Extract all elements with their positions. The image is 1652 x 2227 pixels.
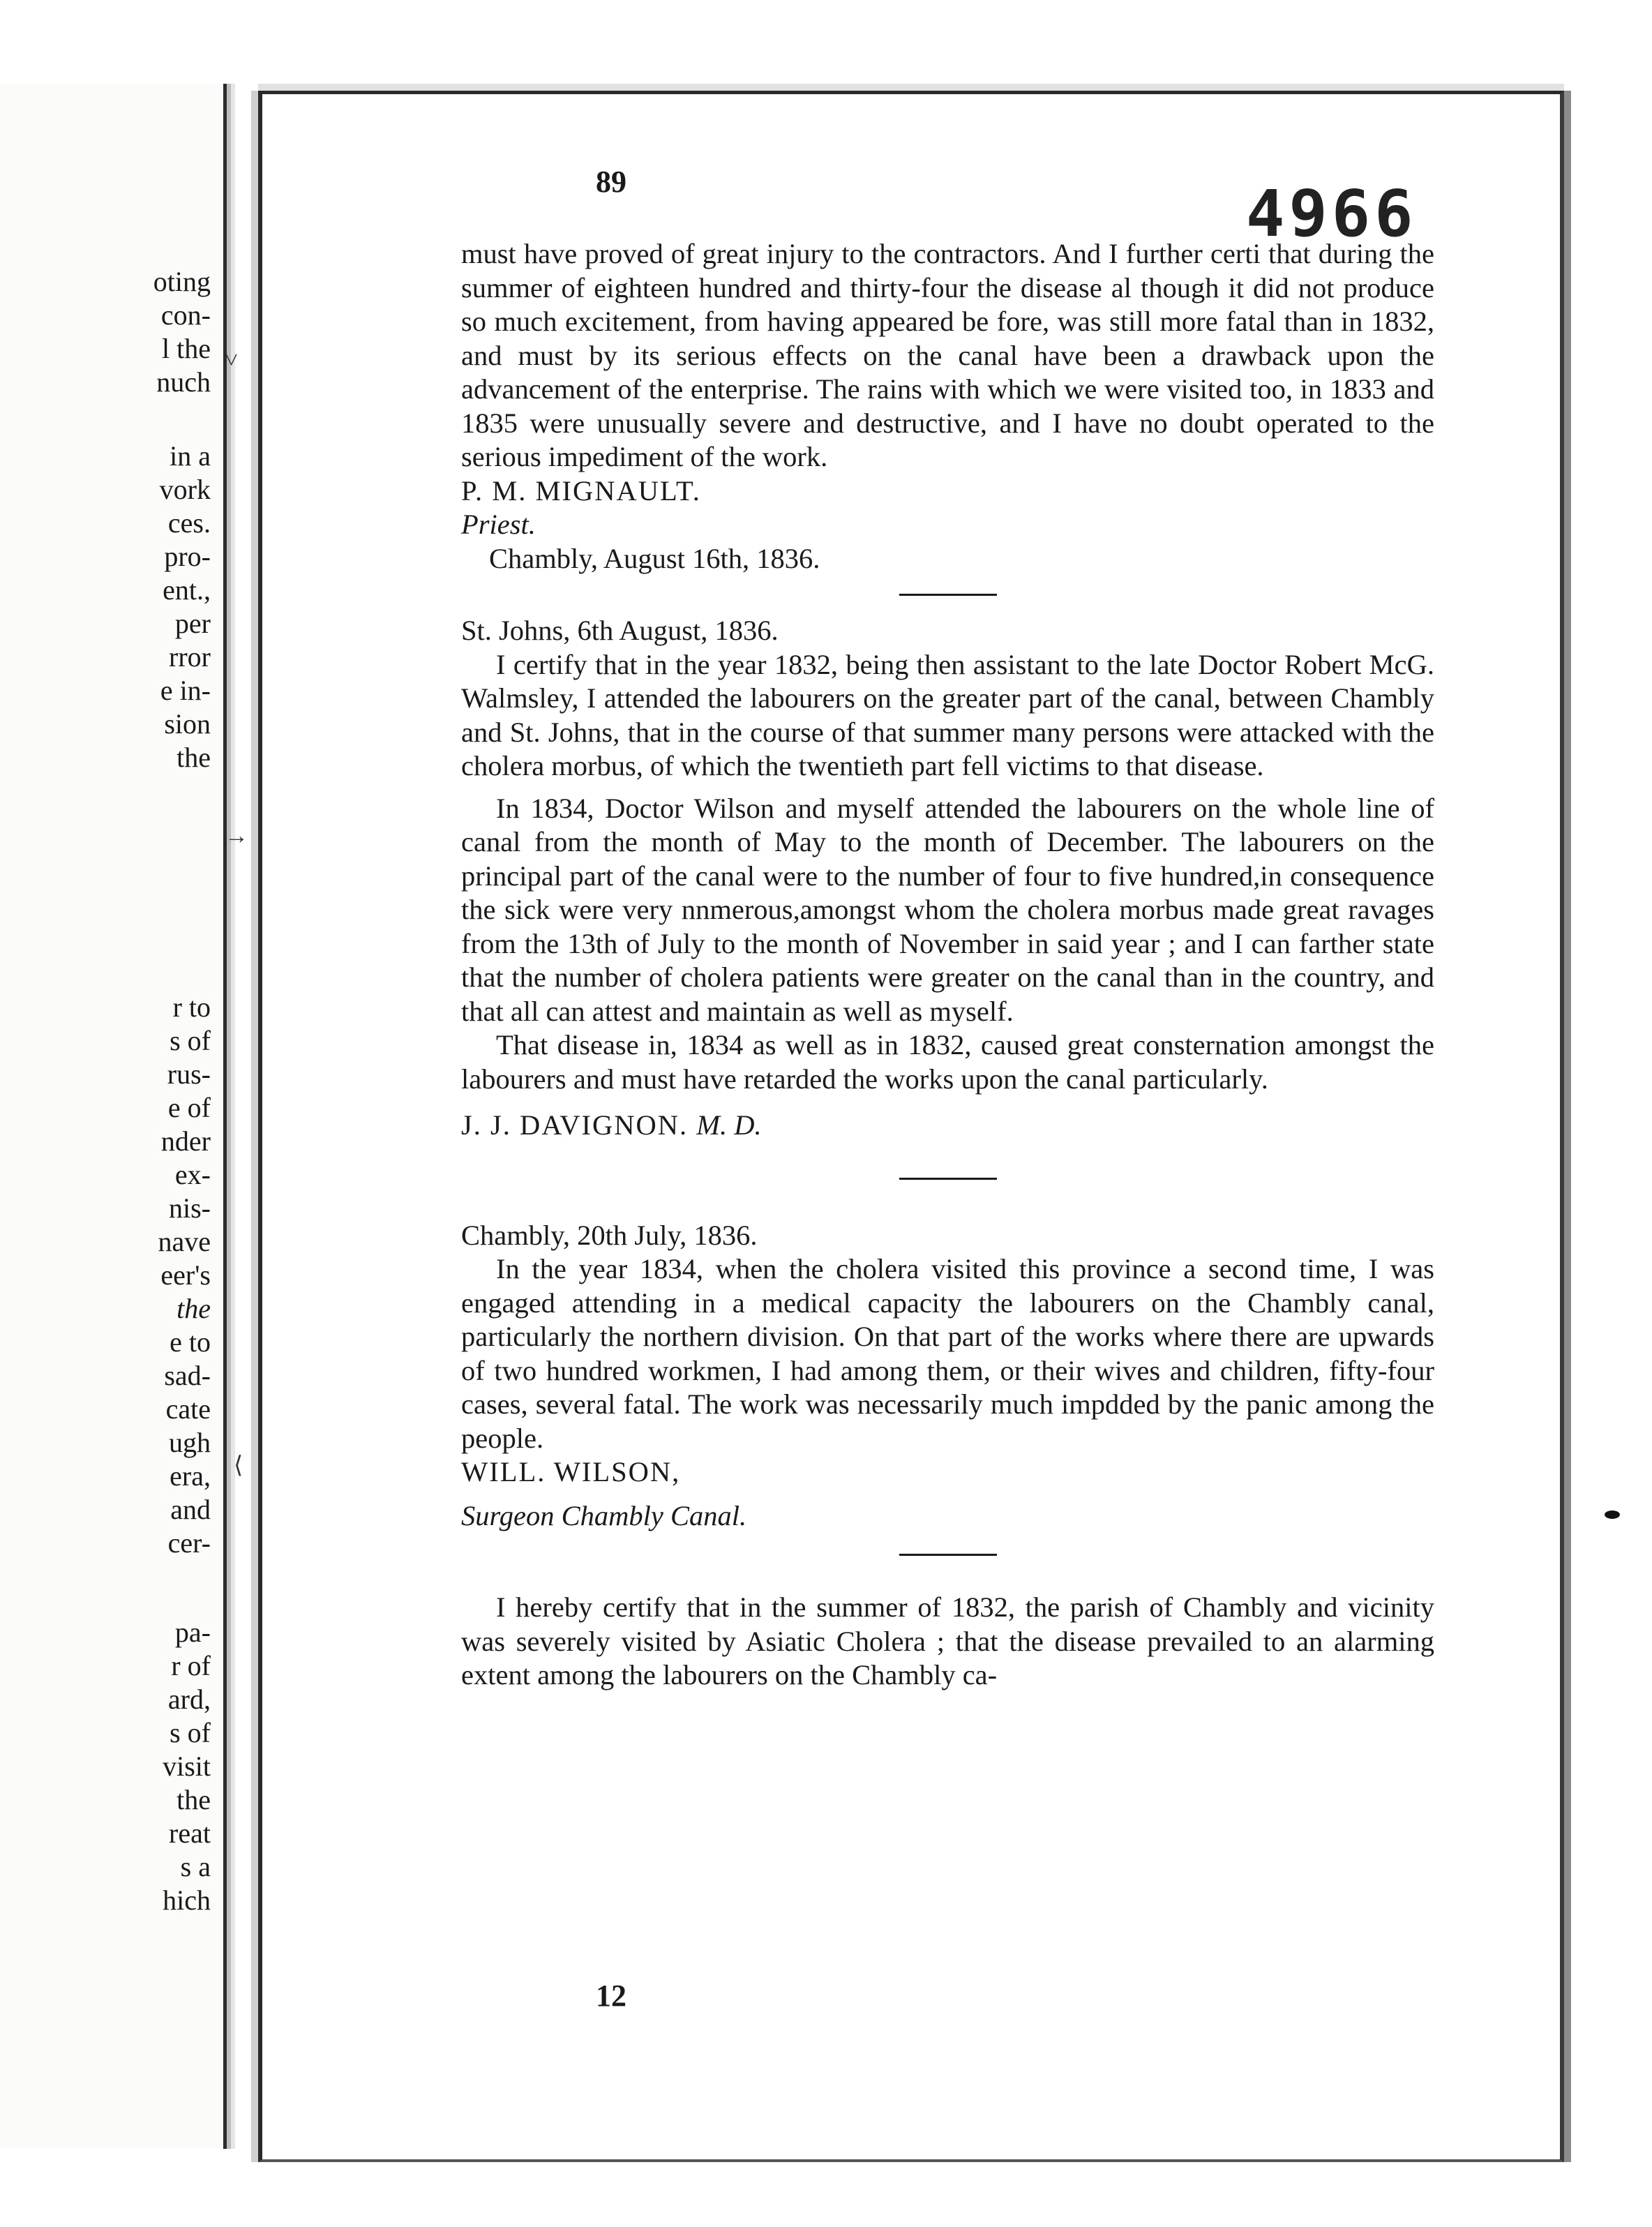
fragment-line: nder <box>160 1125 211 1157</box>
fragment-line: oting <box>153 266 211 297</box>
certificate-paragraph: I hereby certify that in the summer of 1832, the parish of Chambly and vicinity was severely visited by Asiatic Cholera ; that the disease prevailed to an alarming extent among the labourers on the Chambly ca- <box>461 1591 1434 1690</box>
fragment-line: nuch <box>156 366 211 398</box>
document-page <box>258 91 1564 2162</box>
fragment-line: r of <box>171 1650 211 1681</box>
fragment-line: r to <box>172 991 211 1023</box>
fragment-line: e of <box>167 1092 211 1123</box>
signature <box>461 1109 1434 1143</box>
fragment-line: the <box>177 1784 211 1815</box>
fragment-line: ugh <box>169 1427 211 1458</box>
fragment-line: era, <box>170 1460 211 1492</box>
fragment-line: l the <box>162 333 211 364</box>
certificate-paragraph: In 1834, Doctor Wilson and myself attended the labourers on the whole line of canal from the month of May to the month of December. The labourers on the principal part of the canal were to the number of four to five hundred,in consequence the sick were very nnmerous,amongst whom the cholera morbus made great ravages from the 13th of July to the month of November in said year ; and I can farther state that the number of cholera patients were greater on the canal than in the country, and that all can attest and maintain as well as myself. <box>461 792 1434 1027</box>
previous-page-fragment <box>0 84 227 2149</box>
fragment-line: ex- <box>174 1159 211 1190</box>
fragment-line: visit <box>163 1750 211 1782</box>
fragment-line: con- <box>160 299 211 331</box>
signature-mark: 12 <box>596 1979 626 2013</box>
fragment-line: pa- <box>174 1617 211 1648</box>
fragment-line: s of <box>170 1025 211 1056</box>
place-date: St. Johns, 6th August, 1836. <box>461 615 779 646</box>
fragment-line: cer- <box>167 1527 211 1559</box>
certificate-paragraph: That disease in, 1834 as well as in 1832, caused great consternation amongst the labourers and must have retarded the works upon the canal particularly. <box>461 1029 1434 1095</box>
signature-title: Priest. <box>461 509 536 540</box>
fragment-line: ces. <box>167 507 211 539</box>
fragment-line: e in- <box>160 675 211 706</box>
place-date: Chambly, August 16th, 1836. <box>489 542 820 574</box>
section-divider <box>899 1178 997 1180</box>
fragment-line: pro- <box>164 541 211 572</box>
page-number: 89 <box>596 165 626 199</box>
fragment-line: reat <box>169 1817 211 1849</box>
fragment-line: e to <box>170 1326 211 1358</box>
section-divider <box>899 594 997 596</box>
fragment-line: s a <box>180 1851 211 1882</box>
archive-stamp: 4966 <box>1246 177 1418 251</box>
signature-name: WILL. WILSON, <box>461 1456 681 1487</box>
paragraph-continuation: must have proved of great injury to the contractors. And I further certi that during the summer of eighteen hundred and thirty-four the disease al though it did not produce so much excitement, from having appeared be fore, was still more fatal than in 1832, and must by its serious effects on the canal have been a drawback upon the advancement of the enterprise. The rains with which we were visited too, in 1833 and 1835 were unusually severe and destructive, and I have no doubt operated to the serious impediment of the work. <box>461 238 1434 472</box>
fragment-line: eer's <box>160 1259 211 1291</box>
gutter-mark: → <box>225 823 248 849</box>
fragment-line: rror <box>169 641 211 673</box>
fragment-line: sad- <box>164 1360 211 1391</box>
fragment-line: rus- <box>167 1058 211 1090</box>
fragment-line: s of <box>170 1717 211 1748</box>
place-date: Chambly, 20th July, 1836. <box>461 1219 758 1251</box>
certificate-paragraph: In the year 1834, when the cholera visited this province a second time, I was engaged attending in a medical capacity the labourers on the Chambly canal, particularly the northern division. On that part of the works where there are upwards of two hundred workmen, I had among them, or their wives and children, fifty-four cases, several fatal. The work was necessarily much impdded by the panic among the people. <box>461 1253 1434 1454</box>
ink-speck <box>1605 1510 1620 1519</box>
gutter-mark: ˅ <box>225 347 239 373</box>
fragment-line: hich <box>163 1884 211 1916</box>
gutter-mark: ⟨ <box>234 1453 243 1478</box>
fragment-line: nave <box>158 1226 211 1257</box>
fragment-line: cate <box>165 1393 211 1425</box>
signature-name: P. M. MIGNAULT. <box>461 474 701 507</box>
section-divider <box>899 1554 997 1556</box>
fragment-line: vork <box>159 474 211 505</box>
fragment-line: per <box>174 608 211 639</box>
fragment-line: the <box>177 742 211 773</box>
fragment-line: ent., <box>163 574 211 606</box>
fragment-line: sion <box>164 708 211 740</box>
fragment-line: in a <box>170 440 211 472</box>
fragment-line: nis- <box>169 1192 211 1224</box>
fragment-line: and <box>170 1494 211 1525</box>
certificate-paragraph: I certify that in the year 1832, being then assistant to the late Doctor Robert McG. Walmsley, I attended the labourers on the greater part of the canal, between Chambly and St. Johns, that in the course of that summer many persons were attacked with the cholera morbus, of which the twentieth part fell victims to that disease. <box>461 648 1434 781</box>
fragment-line: ard, <box>167 1684 211 1715</box>
signature-title: Surgeon Chambly Canal. <box>461 1499 747 1531</box>
page-body <box>461 237 1434 1693</box>
signature-name: J. J. DAVIGNON. <box>461 1109 689 1141</box>
signature-title: M. D. <box>696 1109 762 1141</box>
fragment-line: the <box>177 1293 211 1324</box>
